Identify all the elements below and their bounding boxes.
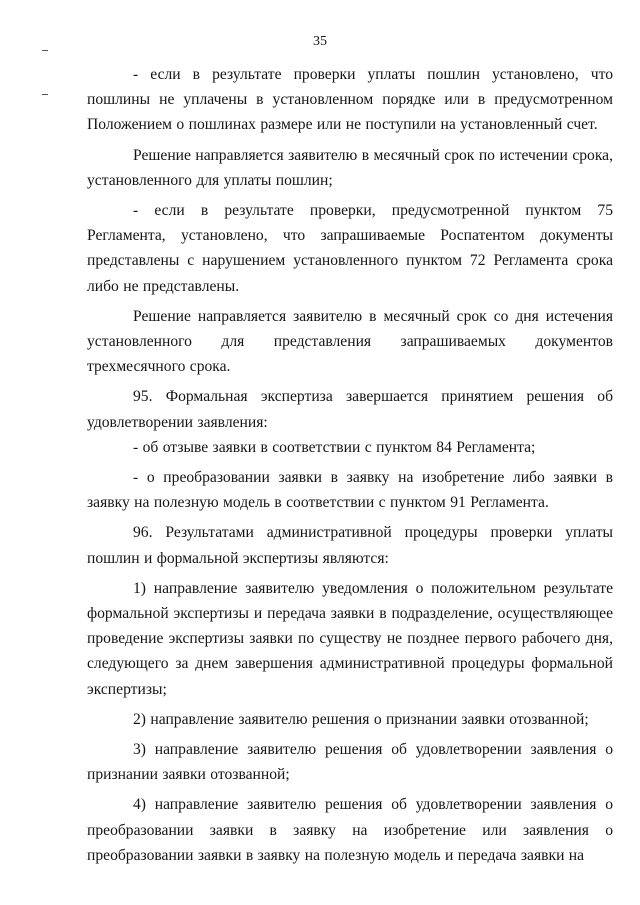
paragraph-item-95-withdrawal: - об отзыве заявки в соответствии с пунктом 84 Регламента;	[133, 438, 536, 456]
page-number: 35	[313, 34, 327, 49]
paragraph-item-96-4: 4) направление заявителю решения об удовлетворении заявления о преобразовании заявки в заявку на изобретение или заявления о преобразовании заявки в заявку на полезную модель и передача заявки на	[87, 796, 613, 864]
margin-mark	[42, 50, 48, 51]
margin-mark	[42, 94, 48, 95]
paragraph-decision-fee-deadline: Решение направляется заявителю в месячный срок по истечении срока, установленного для уплаты пошлин;	[87, 146, 613, 189]
paragraph-item-96-2: 2) направление заявителю решения о признании заявки отозванной;	[133, 710, 589, 728]
paragraph-item-96: 96. Результатами административной процедуры проверки уплаты пошлин и формальной экспертизы являются:	[87, 524, 613, 567]
paragraph-item-95-conversion: - о преобразовании заявки в заявку на изобретение либо заявки в заявку на полезную модель в соответствии с пунктом 91 Регламента.	[87, 469, 613, 512]
paragraph-item-95: 95. Формальная экспертиза завершается принятием решения об удовлетворении заявления:	[87, 388, 613, 431]
paragraph-refusal-documents-late: - если в результате проверки, предусмотренной пунктом 75 Регламента, установлено, что запрашиваемые Роспатентом документы представлены с нарушением установленного пунктом 72 Регламента срока либо не представлены.	[87, 202, 613, 295]
paragraph-decision-documents-deadline: Решение направляется заявителю в месячный срок со дня истечения установленного для представления запрашиваемых документов трехмесячного срока.	[87, 307, 613, 376]
paragraph-item-96-3: 3) направление заявителю решения об удовлетворении заявления о признании заявки отозванной;	[87, 741, 613, 784]
paragraph-refusal-fees-unpaid: - если в результате проверки уплаты пошлин установлено, что пошлины не уплачены в установленном порядке или в предусмотренном Положением о пошлинах размере или не поступили на установленный счет.	[87, 66, 613, 134]
document-body	[87, 62, 613, 868]
paragraph-item-96-1: 1) направление заявителю уведомления о положительном результате формальной экспертизы и передача заявки в подразделение, осуществляющее проведение экспертизы заявки по существу не позднее первого рабочего дня, следующего за днем завершения административной процедуры формальной экспертизы;	[87, 579, 613, 698]
